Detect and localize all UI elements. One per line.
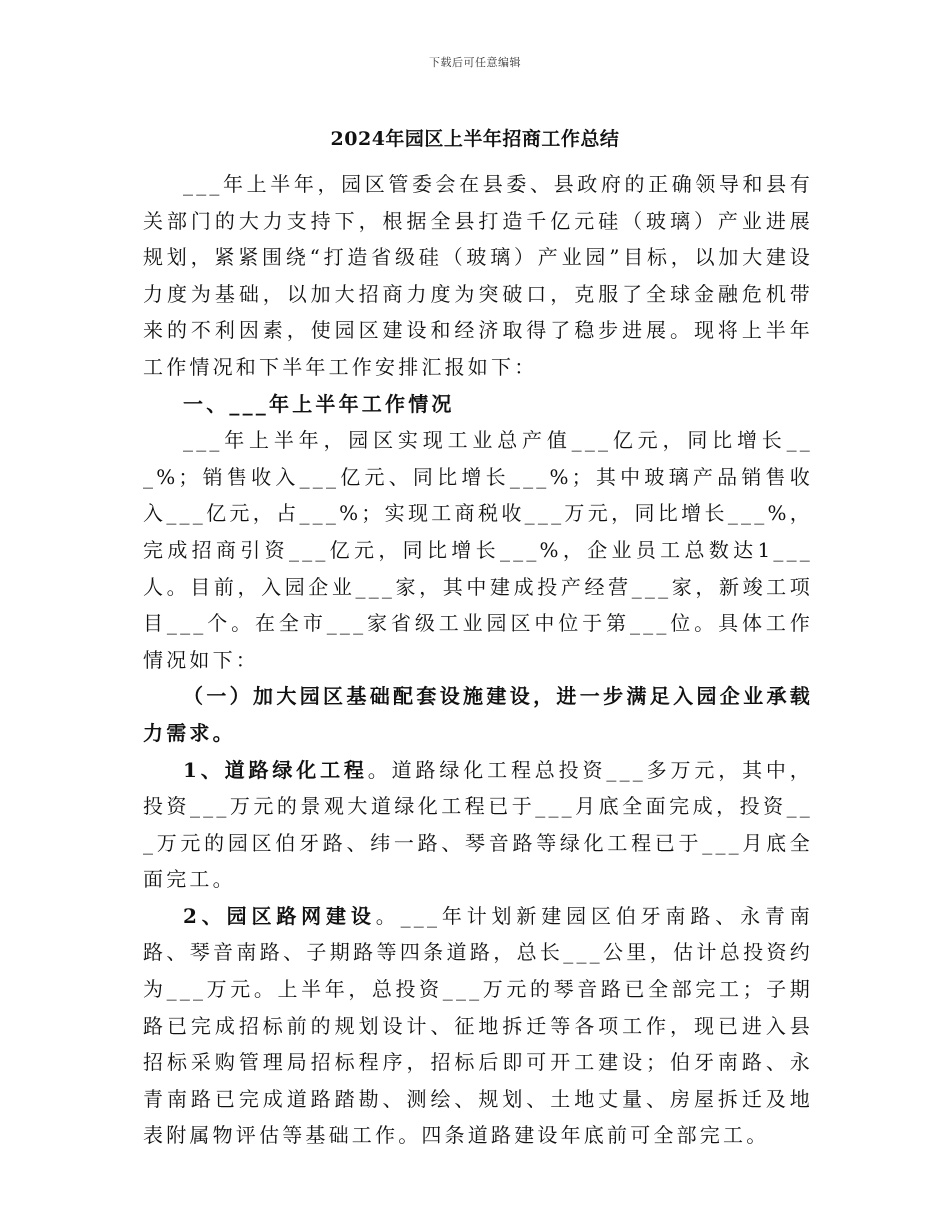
item-paragraph-road-network: [143, 898, 813, 1154]
item-paragraph-road-greening: [143, 752, 813, 898]
stats-paragraph: ___年上半年，园区实现工业总产值___亿元，同比增长___%；销售收入___亿元、同比增长___%；其中玻璃产品销售收入___亿元，占___%；实现工商税收___万元，同比增长___%，完成招商引资___亿元，同比增长___%，企业员工总数达1___人。目前，入园企业___家，其中建成投产经营___家，新竣工项目___个。在全市___家省级工业园区中位于第___位。具体工作情况如下：: [143, 428, 813, 672]
item-title: 1、道路绿化工程: [183, 757, 368, 782]
item-title: 2、园区路网建设: [183, 903, 376, 928]
header-note: 下载后可任意编辑: [429, 56, 521, 69]
intro-paragraph: ___年上半年，园区管委会在县委、县政府的正确领导和县有关部门的大力支持下，根据全县打造千亿元硅（玻璃）产业进展规划，紧紧围绕“打造省级硅（玻璃）产业园”目标，以加大建设力度为基础，以加大招商力度为突破口，克服了全球金融危机带来的不利因素，使园区建设和经济取得了稳步进展。现将上半年工作情况和下半年工作安排汇报如下：: [143, 172, 813, 379]
document-body: [143, 166, 813, 1154]
item-text: 。道路绿化工程总投资___多万元，其中，投资___万元的景观大道绿化工程已于___月底全面完成，投资___万元的园区伯牙路、纬一路、琴音路等绿化工程已于___月底全面完工。: [143, 757, 813, 892]
subsection-heading: （一）加大园区基础配套设施建设，进一步满足入园企业承载力需求。: [143, 684, 813, 745]
section-heading: 一、___年上半年工作情况: [183, 391, 455, 416]
item-text: 。___年计划新建园区伯牙南路、永青南路、琴音南路、子期路等四条道路，总长___公里，估计总投资约为___万元。上半年，总投资___万元的琴音路已全部完工；子期路已完成招标前的规划设计、征地拆迁等各项工作，现已进入县招标采购管理局招标程序，招标后即可开工建设；伯牙南路、永青南路已完成道路踏勘、测绘、规划、土地丈量、房屋拆迁及地表附属物评估等基础工作。四条道路建设年底前可全部完工。: [143, 903, 813, 1148]
document-title: 2024年园区上半年招商工作总结: [330, 128, 620, 150]
